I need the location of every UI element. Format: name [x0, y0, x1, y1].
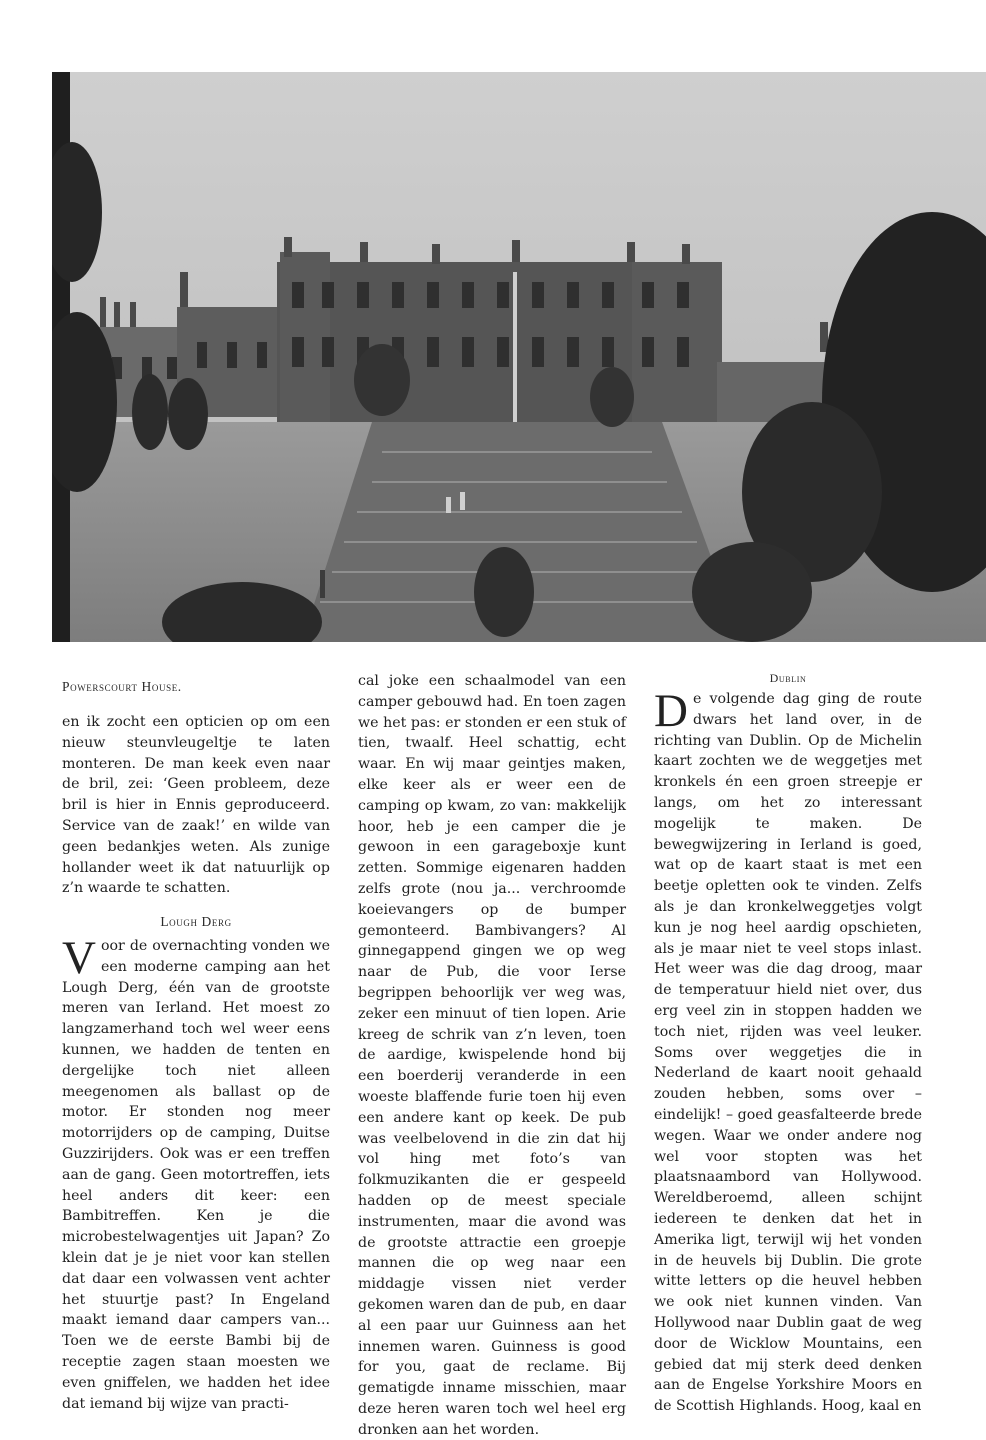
dropcap-v: V: [62, 932, 96, 984]
column-3: [654, 685, 922, 1417]
powerscourt-house-photo: [52, 72, 986, 642]
section-heading-dublin: Dublin: [769, 671, 807, 685]
lough-derg-text: oor de overnachting vonden we een moderne camping aan het Lough Derg, één van de grootste meren van Ierland. Het moest zo langzamerhand toch wel weer eens kunnen, we hadden de tenten en dergelijke toch niet alleen meegenomen als ballast op de motor. Er stonden nog meer motorrijders op de camping, Duitse Guzzirijders. Ook was er een treffen aan de gang. Geen motortreffen, iets heel anders dit keer: een Bambitreffen. Ken je die microbestelwagentjes uit Japan? Zo klein dat je je niet voor kan stellen dat daar een volwassen vent achter het stuurtje past? In Engeland maakt iemand daar campers van... Toen we de eerste Bambi bij de receptie zagen staan moesten we even gniffelen, we hadden het idee dat iemand bij wijze van practi-: [62, 938, 330, 1412]
dropcap-d: D: [654, 685, 688, 737]
column-1-intro-text: en ik zocht een opticien op om een nieuw steunvleugeltje te laten monteren. De man keek even naar de bril, zei: ‘Geen probleem, deze bril is hier in Ennis geproduceerd. Service van de zaak!’ en wilde van geen bedankjes weten. Als zunige hollander weet ik dat natuurlijk op z’n waarde te schatten.: [62, 714, 330, 897]
section-heading-lough-derg: Lough Derg: [160, 914, 232, 929]
photo-illustration: [52, 72, 986, 642]
column-1-body: [62, 932, 330, 1414]
dublin-text: e volgende dag ging de route dwars het land over, in de richting van Dublin. Op de Michelin kaart zochten we de weggetjes met kronkels én een groen streepje er langs, om het zo interessant mogelijk te maken. De bewegwijzering in Ierland is goed, wat op de kaart staat is met een beetje opletten ook te vinden. Zelfs als je dan kronkelweggetjes volgt kun je nog heel aardig opschieten, als je maar niet te veel stops inlast. Het weer was die dag droog, maar de temperatuur hield niet over, dus erg veel zin in stoppen hadden we toch niet, rijden was veel leuker. Soms over weggetjes die in Nederland de kaart nooit gehaald zouden hebben, soms over – eindelijk! – goed geasfalteerde brede wegen. Waar we onder andere nog wel voor stopten was het plaatsnaambord van Hollywood. Wereldberoemd, alleen schijnt iedereen te denken dat het in Amerika ligt, terwijl wij het vonden in de heuvels bij Dublin. Die grote witte letters op die heuvel hebben we ook niet kunnen vinden. Van Hollywood naar Dublin gaat de weg door de Wicklow Mountains, een gebied dat mij sterk deed denken aan de Engelse Yorkshire Moors en de Scottish Highlands. Hoog, kaal en: [654, 691, 922, 1415]
column-2: [358, 671, 626, 1440]
lough-derg-paragraph: [62, 932, 330, 1414]
column-1-intro: [62, 712, 330, 899]
photo-caption: Powerscourt House.: [62, 679, 182, 694]
column-2-text: cal joke een schaalmodel van een camper gebouwd had. En toen zagen we het pas: er stonden er een stuk of tien, twaalf. Heel schattig, echt waar. En wij maar geintjes maken, elke keer als er weer een de camping op kwam, zo van: makkelijk hoor, heb je een camper die je gewoon in een garageboxje kunt zetten. Sommige eigenaren hadden zelfs grote (nou ja... verchroomde koeievangers op de bumper gemonteerd. Bambivangers? Al ginnegappend gingen we op weg naar de Pub, die voor Ierse begrippen behoorlijk ver weg was, zeker een minuut of tien lopen. Arie kreeg de schrik van z’n leven, toen de aardige, kwispelende hond bij een boerderij veranderde in een woeste blaffende furie toen hij even een andere kant op keek. De pub was veelbelovend in die zin dat hij vol hing met foto’s van folkmuzikanten die er gespeeld hadden op de meest speciale instrumenten, maar die avond was de grootste attractie een groepje mannen die op weg naar een middagje vissen niet verder gekomen waren dan de pub, en daar al een paar uur Guinness aan het innemen waren. Guinness is good for you, gaat de reclame. Bij gematigde inname misschien, maar deze heren waren toch wel heel erg dronken aan het worden.: [358, 673, 626, 1438]
dublin-paragraph: [654, 685, 922, 1417]
